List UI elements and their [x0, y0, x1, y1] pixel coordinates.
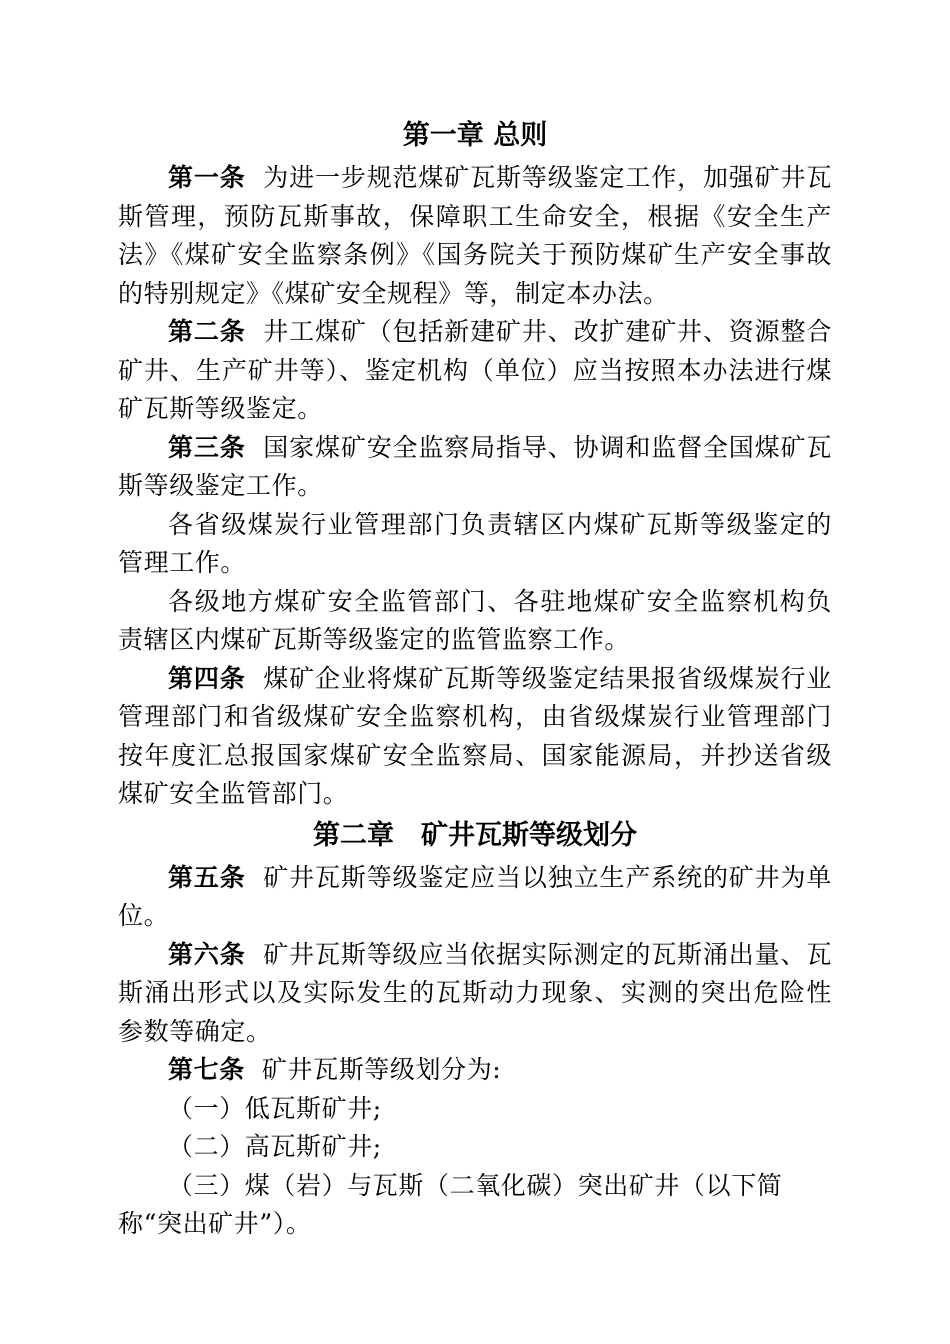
article-5-label: 第五条	[168, 862, 246, 892]
article-3-text: 国家煤矿安全监察局指导、协调和监督全国煤矿瓦斯等级鉴定工作。	[118, 432, 833, 500]
article-2	[118, 313, 832, 429]
article-7-item-1: （一）低瓦斯矿井;	[168, 1093, 382, 1123]
article-1	[118, 159, 832, 313]
article-2-text: 井工煤矿（包括新建矿井、改扩建矿井、资源整合矿井、生产矿井等）、鉴定机构（单位）应当按照本办法进行煤矿瓦斯等级鉴定。	[118, 317, 833, 423]
chapter-2-title: 第二章 矿井瓦斯等级划分	[313, 819, 637, 851]
article-3	[118, 429, 832, 506]
article-1-label: 第一条	[168, 163, 246, 192]
article-1-text: 为进一步规范煤矿瓦斯等级鉴定工作，加强矿井瓦斯管理，预防瓦斯事故，保障职工生命安全，根据《安全生产法》《煤矿安全监察条例》《国务院关于预防煤矿生产安全事故的特别规定》《煤矿安全规程》等，制定本办法。	[118, 163, 833, 308]
document-page	[118, 116, 832, 1244]
article-7-label: 第七条	[168, 1055, 245, 1084]
article-3-paragraph-3: 各级地方煤矿安全监管部门、各驻地煤矿安全监察机构负责辖区内煤矿瓦斯等级鉴定的监管监察工作。	[118, 586, 832, 654]
article-7	[118, 1051, 832, 1090]
article-2-label: 第二条	[168, 317, 246, 346]
article-7-text: 矿井瓦斯等级划分为:	[261, 1055, 502, 1084]
article-5-text: 矿井瓦斯等级鉴定应当以独立生产系统的矿井为单位。	[118, 862, 833, 930]
chapter-1-title: 第一章 总则	[402, 120, 548, 151]
article-5	[118, 859, 832, 936]
article-3-label: 第三条	[168, 432, 246, 462]
article-3-paragraph-2: 各省级煤炭行业管理部门负责辖区内煤矿瓦斯等级鉴定的管理工作。	[118, 509, 832, 577]
article-7-item-3: （三）煤（岩）与瓦斯（二氧化碳）突出矿井（以下简称“突出矿井”）。	[118, 1170, 783, 1238]
article-4	[118, 660, 832, 814]
article-7-item-2: （二）高瓦斯矿井;	[168, 1132, 382, 1161]
article-4-text: 煤矿企业将煤矿瓦斯等级鉴定结果报省级煤炭行业管理部门和省级煤矿安全监察机构，由省级煤炭行业管理部门按年度汇总报国家煤矿安全监察局、国家能源局，并抄送省级煤矿安全监管部门。	[118, 663, 833, 808]
article-4-label: 第四条	[168, 663, 246, 693]
article-6	[118, 936, 832, 1052]
article-6-text: 矿井瓦斯等级应当依据实际测定的瓦斯涌出量、瓦斯涌出形式以及实际发生的瓦斯动力现象、实测的突出危险性参数等确定。	[118, 939, 833, 1046]
article-6-label: 第六条	[168, 939, 246, 969]
